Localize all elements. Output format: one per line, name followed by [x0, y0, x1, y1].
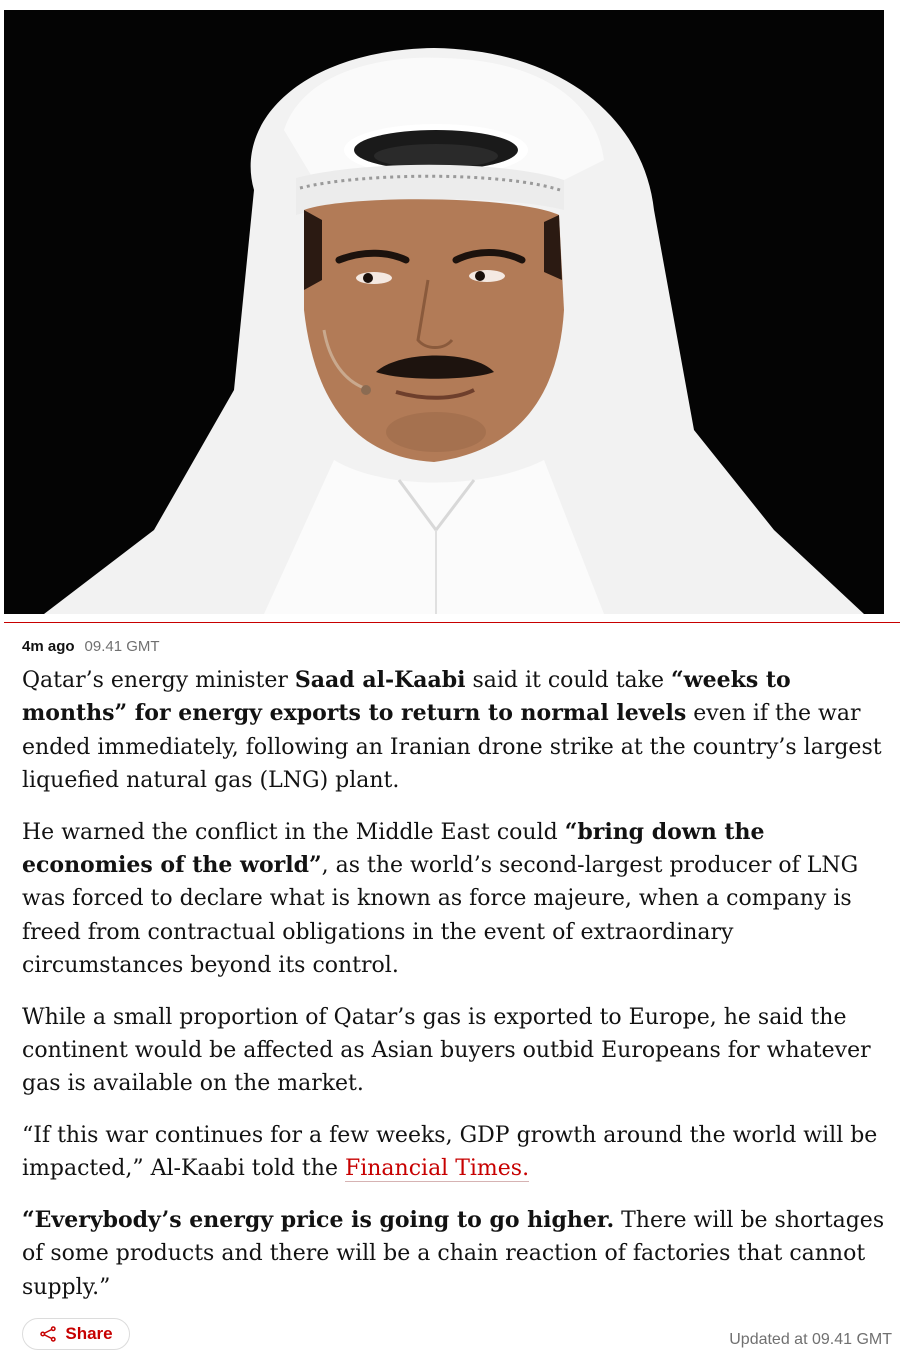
paragraph-text: said it could take: [465, 668, 671, 693]
source-link[interactable]: Financial Times.: [344, 1156, 530, 1182]
article-paragraph: [22, 816, 892, 983]
article-paragraph: [22, 1119, 892, 1186]
time-ago: 4m ago: [22, 638, 75, 655]
updated-timestamp: Updated at 09.41 GMT: [729, 1331, 892, 1348]
article-paragraph: [22, 664, 892, 798]
paragraph-text: “If this war continues for a few weeks, GDP growth around the world will be impacted,” Al-Kaabi told the: [22, 1122, 878, 1182]
post-time: 09.41 GMT: [84, 638, 160, 655]
paragraph-text: He warned the conflict in the Middle East could: [22, 819, 565, 845]
paragraph-text: There will be shortages of some products and there will be a chain reaction of factories that cannot supply.”: [22, 1207, 885, 1300]
bold-text: Saad al-Kaabi: [294, 667, 466, 693]
article-paragraph: [22, 1204, 892, 1304]
article-paragraph: [22, 1001, 892, 1101]
share-label: Share: [65, 1324, 113, 1343]
bold-text: “bring down the economies of the world”: [22, 818, 765, 879]
article-body: [22, 664, 892, 1322]
bold-text: “Everybody’s energy price is going to go higher.: [22, 1206, 615, 1233]
paragraph-text: , as the world’s second-largest producer of LNG was forced to declare what is known as force majeure, when a company is freed from contractual obligations in the event of extraordinary circumstances beyond its control.: [22, 853, 859, 979]
article-photo: [4, 10, 884, 614]
bold-text: “weeks to months” for energy exports to return to normal levels: [22, 667, 791, 727]
share-button[interactable]: [22, 1318, 130, 1350]
divider-rule: [4, 622, 900, 623]
paragraph-text: even if the war ended immediately, following an Iranian drone strike at the country’s largest liquefied natural gas (LNG) plant.: [22, 701, 882, 794]
portrait-illustration: [4, 10, 884, 614]
share-icon: [39, 1325, 57, 1343]
post-meta: [22, 638, 160, 655]
paragraph-text: Qatar’s energy minister: [22, 668, 295, 693]
paragraph-text: While a small proportion of Qatar’s gas is exported to Europe, he said the continent would be affected as Asian buyers outbid Europeans for whatever gas is available on the market.: [22, 1004, 871, 1097]
